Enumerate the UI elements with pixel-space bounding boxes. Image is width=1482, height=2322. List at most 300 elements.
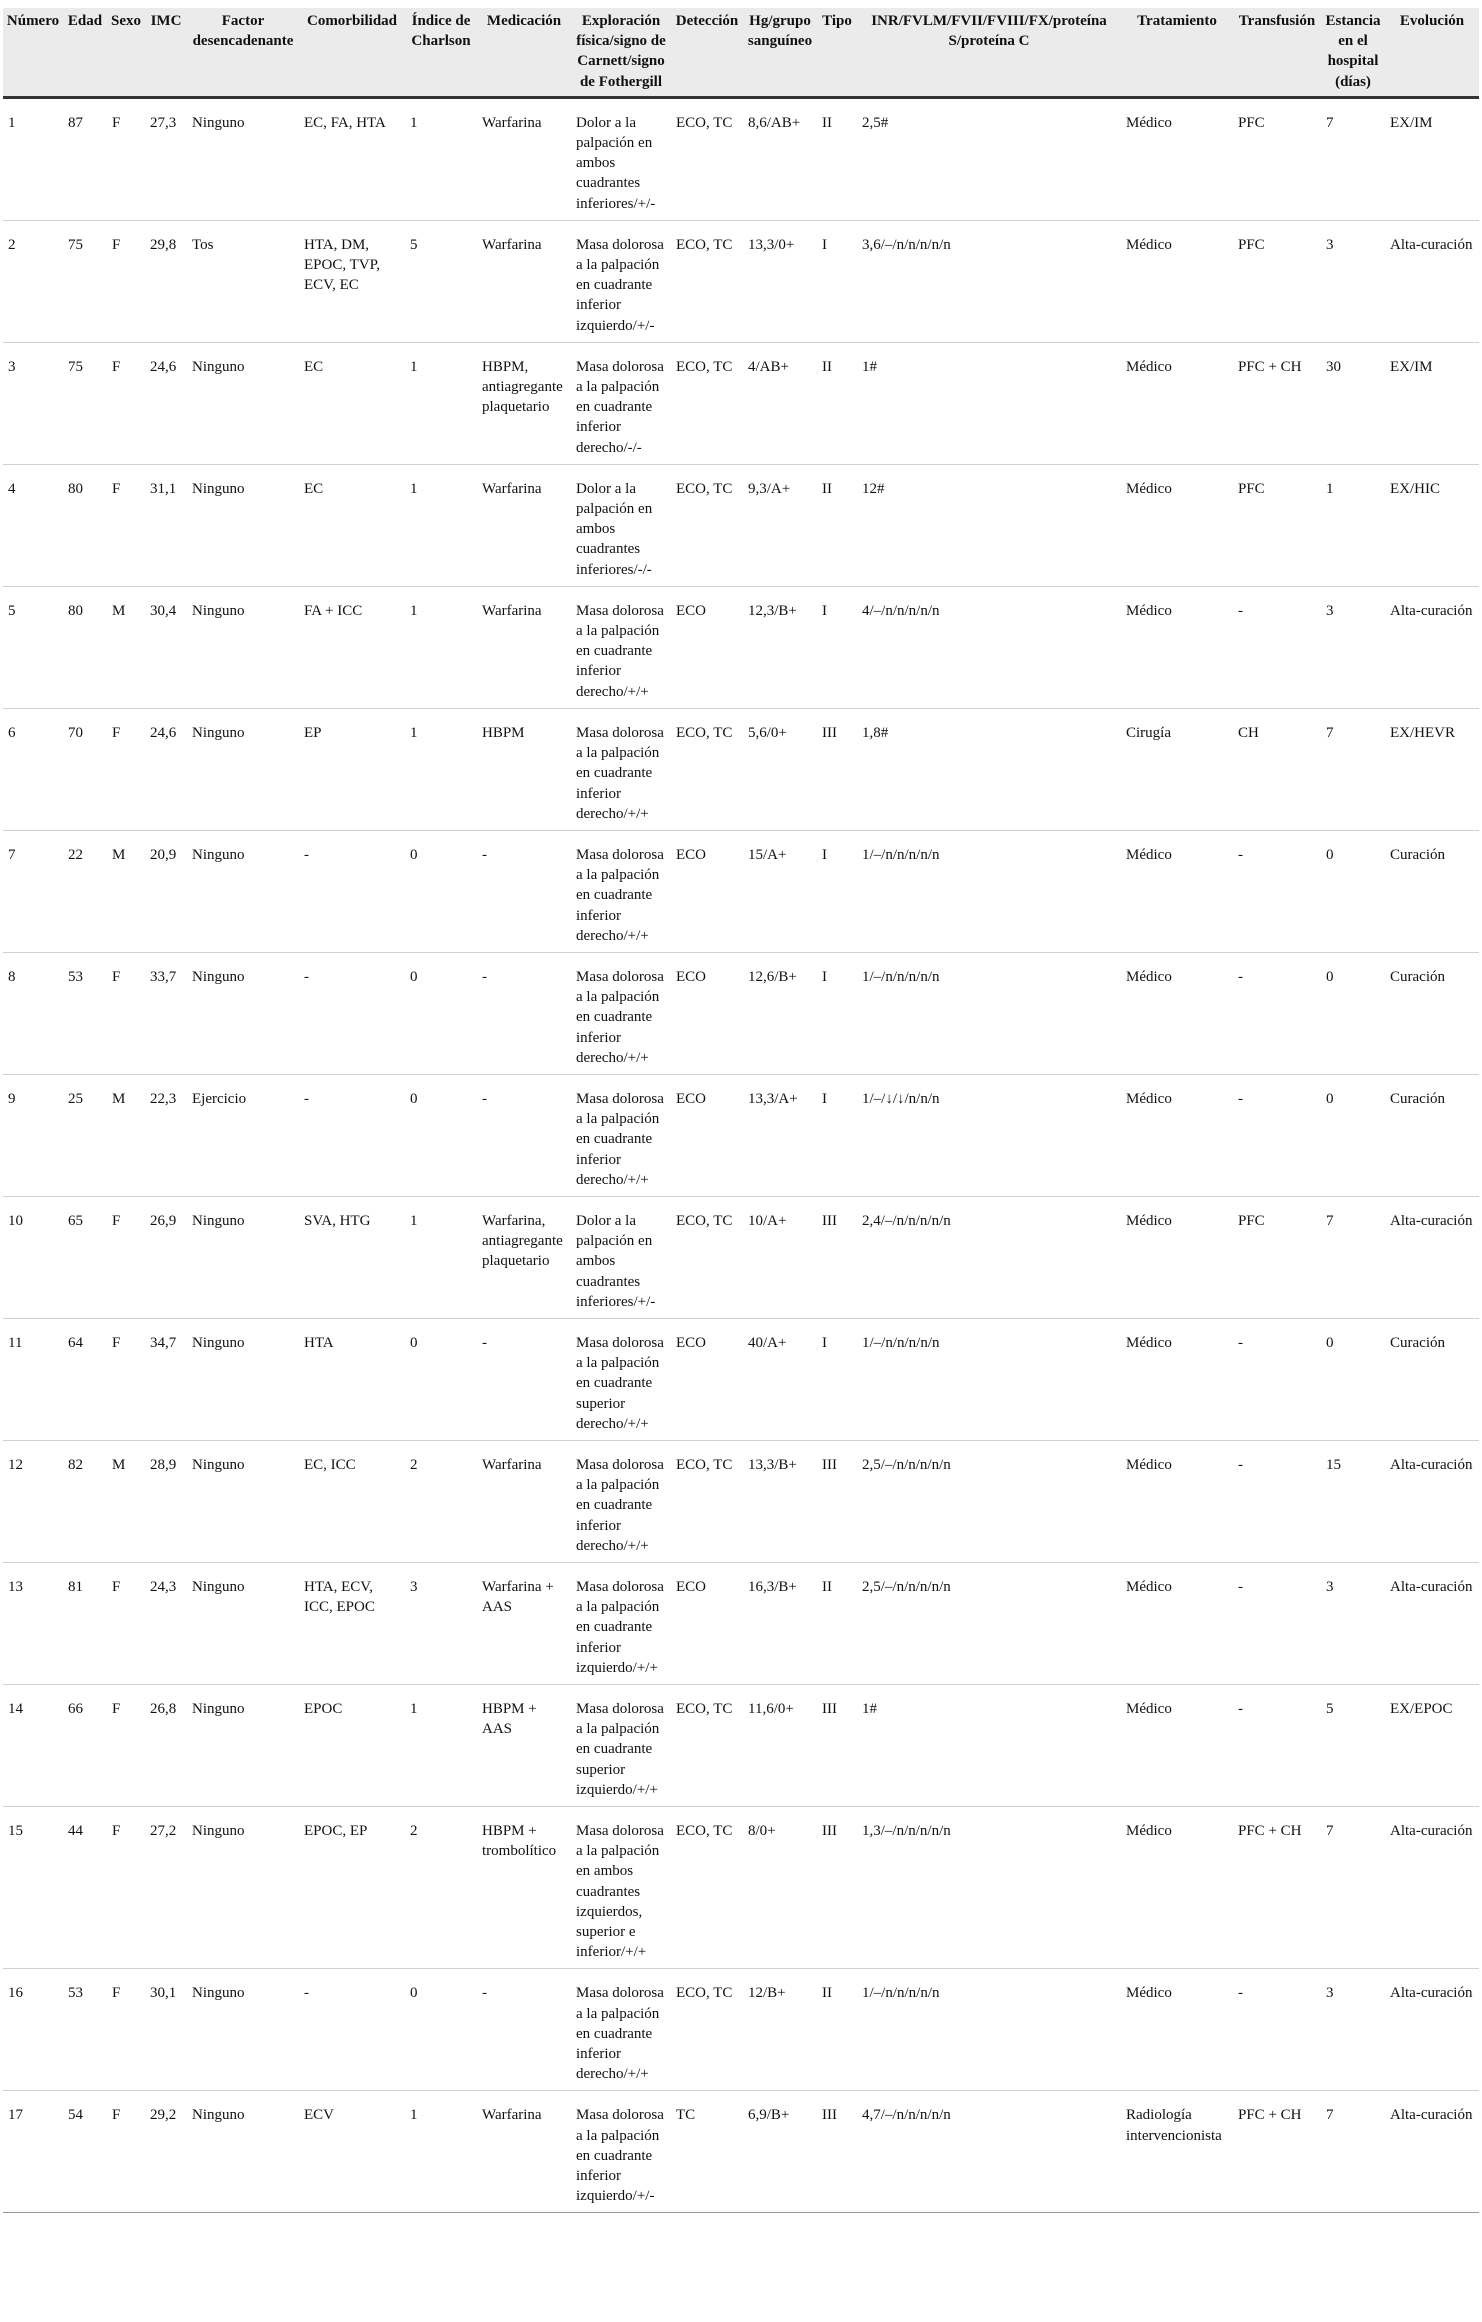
table-row xyxy=(3,1440,1479,1562)
table-cell: Alta-curación xyxy=(1385,2091,1479,2213)
table-cell: EX/IM xyxy=(1385,342,1479,464)
table-cell: 1# xyxy=(857,342,1121,464)
table-cell: Ninguno xyxy=(187,586,299,708)
table-cell: 6 xyxy=(3,708,63,830)
table-cell: Médico xyxy=(1121,1318,1233,1440)
table-cell: ECO, TC xyxy=(671,1196,743,1318)
table-cell: III xyxy=(817,1807,857,1969)
table-cell: I xyxy=(817,586,857,708)
table-cell: 8,6/AB+ xyxy=(743,97,817,220)
table-row xyxy=(3,1807,1479,1969)
table-cell: Dolor a la palpación en ambos cuadrantes inferiores/+/- xyxy=(571,97,671,220)
table-row xyxy=(3,464,1479,586)
table-cell: ECO xyxy=(671,586,743,708)
table-cell: - xyxy=(477,1969,571,2091)
table-cell: 2,5/–/n/n/n/n/n xyxy=(857,1563,1121,1685)
table-cell: 5 xyxy=(1321,1685,1385,1807)
table-cell: III xyxy=(817,1440,857,1562)
table-cell: 3 xyxy=(1321,1969,1385,2091)
table-cell: 15 xyxy=(1321,1440,1385,1562)
table-cell: III xyxy=(817,2091,857,2213)
table-cell: 25 xyxy=(63,1074,107,1196)
table-cell: Masa dolorosa a la palpación en cuadrante inferior derecho/+/+ xyxy=(571,1440,671,1562)
table-cell: - xyxy=(477,1318,571,1440)
header-row xyxy=(3,8,1479,97)
table-cell: 9 xyxy=(3,1074,63,1196)
table-cell: II xyxy=(817,464,857,586)
table-cell: Médico xyxy=(1121,830,1233,952)
table-cell: Médico xyxy=(1121,464,1233,586)
table-cell: Médico xyxy=(1121,1969,1233,2091)
table-cell: PFC + CH xyxy=(1233,1807,1321,1969)
table-cell: ECO xyxy=(671,1074,743,1196)
table-cell: F xyxy=(107,1563,145,1685)
table-cell: 1/–/n/n/n/n/n xyxy=(857,830,1121,952)
table-cell: EPOC, EP xyxy=(299,1807,405,1969)
table-cell: 70 xyxy=(63,708,107,830)
table-cell: M xyxy=(107,1440,145,1562)
table-cell: HTA, ECV, ICC, EPOC xyxy=(299,1563,405,1685)
table-cell: ECO, TC xyxy=(671,464,743,586)
table-row xyxy=(3,952,1479,1074)
table-cell: - xyxy=(1233,952,1321,1074)
table-row xyxy=(3,1685,1479,1807)
table-cell: 7 xyxy=(1321,97,1385,220)
table-cell: ECO xyxy=(671,1318,743,1440)
table-cell: - xyxy=(1233,1074,1321,1196)
table-cell: Alta-curación xyxy=(1385,586,1479,708)
table-cell: II xyxy=(817,342,857,464)
table-cell: 5,6/0+ xyxy=(743,708,817,830)
table-cell: Curación xyxy=(1385,830,1479,952)
column-header: Transfusión xyxy=(1233,8,1321,97)
table-cell: Tos xyxy=(187,220,299,342)
table-cell: Ninguno xyxy=(187,708,299,830)
table-cell: 26,9 xyxy=(145,1196,187,1318)
table-cell: ECO, TC xyxy=(671,1440,743,1562)
table-row xyxy=(3,2091,1479,2213)
table-cell: HBPM xyxy=(477,708,571,830)
table-cell: Alta-curación xyxy=(1385,220,1479,342)
table-cell: Médico xyxy=(1121,1563,1233,1685)
table-cell: 7 xyxy=(1321,1196,1385,1318)
table-cell: CH xyxy=(1233,708,1321,830)
table-cell: 1,8# xyxy=(857,708,1121,830)
table-cell: Ninguno xyxy=(187,1685,299,1807)
table-cell: 30,4 xyxy=(145,586,187,708)
table-cell: 1/–/n/n/n/n/n xyxy=(857,1969,1121,2091)
table-cell: 1 xyxy=(405,342,477,464)
table-cell: Médico xyxy=(1121,1807,1233,1969)
table-cell: 80 xyxy=(63,586,107,708)
table-cell: 1 xyxy=(405,2091,477,2213)
table-cell: 6,9/B+ xyxy=(743,2091,817,2213)
table-cell: EP xyxy=(299,708,405,830)
table-cell: ECO xyxy=(671,952,743,1074)
table-cell: Alta-curación xyxy=(1385,1969,1479,2091)
table-cell: 2,5/–/n/n/n/n/n xyxy=(857,1440,1121,1562)
table-cell: - xyxy=(477,952,571,1074)
table-row xyxy=(3,1969,1479,2091)
table-cell: Curación xyxy=(1385,1074,1479,1196)
table-cell: 27,2 xyxy=(145,1807,187,1969)
table-cell: Ninguno xyxy=(187,464,299,586)
table-cell: 4,7/–/n/n/n/n/n xyxy=(857,2091,1121,2213)
table-cell: 14 xyxy=(3,1685,63,1807)
column-header: Tratamiento xyxy=(1121,8,1233,97)
table-cell: Ninguno xyxy=(187,1440,299,1562)
table-cell: 15 xyxy=(3,1807,63,1969)
table-cell: Curación xyxy=(1385,952,1479,1074)
table-cell: 1 xyxy=(405,586,477,708)
table-cell: F xyxy=(107,464,145,586)
table-cell: 12/B+ xyxy=(743,1969,817,2091)
table-cell: Masa dolorosa a la palpación en cuadrante inferior derecho/+/+ xyxy=(571,1969,671,2091)
table-cell: Dolor a la palpación en ambos cuadrantes inferiores/+/- xyxy=(571,1196,671,1318)
table-cell: I xyxy=(817,952,857,1074)
table-cell: 29,8 xyxy=(145,220,187,342)
table-cell: Warfarina xyxy=(477,586,571,708)
table-cell: Radiología intervencionista xyxy=(1121,2091,1233,2213)
table-row xyxy=(3,1196,1479,1318)
table-cell: 3 xyxy=(1321,220,1385,342)
table-cell: 11,6/0+ xyxy=(743,1685,817,1807)
table-cell: Médico xyxy=(1121,586,1233,708)
table-cell: PFC xyxy=(1233,1196,1321,1318)
table-cell: 0 xyxy=(405,830,477,952)
table-cell: ECO, TC xyxy=(671,1807,743,1969)
table-cell: EPOC xyxy=(299,1685,405,1807)
table-cell: 4 xyxy=(3,464,63,586)
table-cell: 81 xyxy=(63,1563,107,1685)
table-cell: 16 xyxy=(3,1969,63,2091)
table-cell: 29,2 xyxy=(145,2091,187,2213)
table-cell: Ninguno xyxy=(187,952,299,1074)
table-row xyxy=(3,97,1479,220)
table-cell: Warfarina + AAS xyxy=(477,1563,571,1685)
table-cell: - xyxy=(1233,830,1321,952)
table-cell: I xyxy=(817,220,857,342)
table-cell: Ninguno xyxy=(187,2091,299,2213)
table-cell: 13,3/0+ xyxy=(743,220,817,342)
table-cell: I xyxy=(817,1074,857,1196)
table-cell: II xyxy=(817,1563,857,1685)
table-cell: EX/HEVR xyxy=(1385,708,1479,830)
column-header: Índice de Charlson xyxy=(405,8,477,97)
table-cell: Dolor a la palpación en ambos cuadrantes inferiores/-/- xyxy=(571,464,671,586)
table-cell: HTA, DM, EPOC, TVP, ECV, EC xyxy=(299,220,405,342)
table-cell: 30,1 xyxy=(145,1969,187,2091)
table-cell: 2 xyxy=(405,1440,477,1562)
table-row xyxy=(3,830,1479,952)
table-cell: - xyxy=(299,952,405,1074)
column-header: Detección xyxy=(671,8,743,97)
table-cell: 0 xyxy=(405,1074,477,1196)
table-cell: 75 xyxy=(63,220,107,342)
table-cell: 34,7 xyxy=(145,1318,187,1440)
table-cell: 54 xyxy=(63,2091,107,2213)
table-cell: 10 xyxy=(3,1196,63,1318)
table-row xyxy=(3,586,1479,708)
table-cell: Ninguno xyxy=(187,1969,299,2091)
table-cell: 44 xyxy=(63,1807,107,1969)
table-cell: ECO, TC xyxy=(671,97,743,220)
patients-table xyxy=(3,8,1479,2213)
table-cell: Médico xyxy=(1121,1074,1233,1196)
table-cell: FA + ICC xyxy=(299,586,405,708)
table-cell: 13 xyxy=(3,1563,63,1685)
table-cell: Ninguno xyxy=(187,1318,299,1440)
table-cell: Masa dolorosa a la palpación en cuadrante inferior izquierdo/+/- xyxy=(571,220,671,342)
table-cell: - xyxy=(299,1969,405,2091)
table-cell: Masa dolorosa a la palpación en cuadrante inferior derecho/+/+ xyxy=(571,1074,671,1196)
table-cell: 1 xyxy=(1321,464,1385,586)
table-cell: Alta-curación xyxy=(1385,1563,1479,1685)
table-cell: Warfarina xyxy=(477,97,571,220)
table-cell: 8 xyxy=(3,952,63,1074)
table-cell: F xyxy=(107,952,145,1074)
table-cell: - xyxy=(1233,1318,1321,1440)
table-cell: ECO, TC xyxy=(671,1685,743,1807)
table-cell: Médico xyxy=(1121,220,1233,342)
table-cell: Ninguno xyxy=(187,97,299,220)
table-cell: SVA, HTG xyxy=(299,1196,405,1318)
table-cell: 2 xyxy=(405,1807,477,1969)
table-cell: 27,3 xyxy=(145,97,187,220)
table-cell: ECO xyxy=(671,830,743,952)
table-cell: Médico xyxy=(1121,1440,1233,1562)
table-cell: PFC xyxy=(1233,464,1321,586)
table-cell: 11 xyxy=(3,1318,63,1440)
table-cell: Alta-curación xyxy=(1385,1196,1479,1318)
table-cell: 1 xyxy=(405,97,477,220)
table-row xyxy=(3,1074,1479,1196)
table-cell: 65 xyxy=(63,1196,107,1318)
table-cell: Ejercicio xyxy=(187,1074,299,1196)
table-cell: Médico xyxy=(1121,1685,1233,1807)
table-cell: 9,3/A+ xyxy=(743,464,817,586)
table-cell: EC, FA, HTA xyxy=(299,97,405,220)
table-cell: 53 xyxy=(63,952,107,1074)
table-cell: F xyxy=(107,97,145,220)
table-cell: 0 xyxy=(405,1969,477,2091)
table-cell: 1 xyxy=(405,1196,477,1318)
table-cell: 7 xyxy=(1321,708,1385,830)
table-cell: 30 xyxy=(1321,342,1385,464)
table-cell: 13,3/B+ xyxy=(743,1440,817,1562)
table-cell: Masa dolorosa a la palpación en cuadrante inferior derecho/+/+ xyxy=(571,830,671,952)
table-cell: 5 xyxy=(3,586,63,708)
table-row xyxy=(3,1318,1479,1440)
table-cell: Warfarina xyxy=(477,464,571,586)
table-cell: Cirugía xyxy=(1121,708,1233,830)
table-cell: 1/–/n/n/n/n/n xyxy=(857,952,1121,1074)
table-cell: F xyxy=(107,708,145,830)
table-cell: 75 xyxy=(63,342,107,464)
table-cell: EC xyxy=(299,342,405,464)
table-cell: Ninguno xyxy=(187,830,299,952)
table-cell: ECO, TC xyxy=(671,342,743,464)
table-cell: F xyxy=(107,220,145,342)
column-header: Comorbilidad xyxy=(299,8,405,97)
table-cell: 8/0+ xyxy=(743,1807,817,1969)
table-cell: II xyxy=(817,1969,857,2091)
table-cell: F xyxy=(107,1807,145,1969)
table-cell: 7 xyxy=(1321,2091,1385,2213)
table-cell: Médico xyxy=(1121,952,1233,1074)
table-cell: M xyxy=(107,586,145,708)
table-cell: III xyxy=(817,708,857,830)
table-cell: Alta-curación xyxy=(1385,1807,1479,1969)
table-cell: F xyxy=(107,2091,145,2213)
table-cell: Warfarina xyxy=(477,2091,571,2213)
table-cell: 31,1 xyxy=(145,464,187,586)
table-cell: 12,3/B+ xyxy=(743,586,817,708)
table-cell: III xyxy=(817,1685,857,1807)
table-row xyxy=(3,708,1479,830)
table-cell: 20,9 xyxy=(145,830,187,952)
column-header: INR/FVLM/FVII/FVIII/FX/proteína S/proteína C xyxy=(857,8,1121,97)
table-cell: 12 xyxy=(3,1440,63,1562)
table-cell: Masa dolorosa a la palpación en cuadrante inferior izquierdo/+/+ xyxy=(571,1563,671,1685)
column-header: Medicación xyxy=(477,8,571,97)
table-cell: Curación xyxy=(1385,1318,1479,1440)
table-cell: 15/A+ xyxy=(743,830,817,952)
table-cell: HBPM + trombolítico xyxy=(477,1807,571,1969)
table-cell: 3 xyxy=(1321,1563,1385,1685)
table-cell: - xyxy=(1233,586,1321,708)
table-cell: - xyxy=(1233,1440,1321,1562)
table-cell: 33,7 xyxy=(145,952,187,1074)
table-cell: 2,4/–/n/n/n/n/n xyxy=(857,1196,1121,1318)
table-cell: Masa dolorosa a la palpación en cuadrante inferior derecho/-/- xyxy=(571,342,671,464)
table-cell: TC xyxy=(671,2091,743,2213)
column-header: Exploración física/signo de Carnett/signo de Fothergill xyxy=(571,8,671,97)
table-cell: 0 xyxy=(1321,830,1385,952)
table-cell: I xyxy=(817,830,857,952)
table-cell: 0 xyxy=(405,952,477,1074)
table-cell: - xyxy=(1233,1563,1321,1685)
table-cell: 22 xyxy=(63,830,107,952)
table-cell: Ninguno xyxy=(187,1807,299,1969)
table-cell: - xyxy=(1233,1685,1321,1807)
column-header: Sexo xyxy=(107,8,145,97)
table-cell: Alta-curación xyxy=(1385,1440,1479,1562)
table-cell: ECO, TC xyxy=(671,220,743,342)
table-cell: F xyxy=(107,342,145,464)
table-cell: HBPM + AAS xyxy=(477,1685,571,1807)
table-cell: Masa dolorosa a la palpación en cuadrante inferior derecho/+/+ xyxy=(571,586,671,708)
table-cell: 0 xyxy=(405,1318,477,1440)
table-cell: 24,6 xyxy=(145,342,187,464)
table-cell: 13,3/A+ xyxy=(743,1074,817,1196)
table-cell: - xyxy=(299,1074,405,1196)
table-cell: EC xyxy=(299,464,405,586)
table-body xyxy=(3,97,1479,2213)
column-header: Factor desencadenante xyxy=(187,8,299,97)
table-cell: Médico xyxy=(1121,342,1233,464)
table-cell: M xyxy=(107,1074,145,1196)
table-cell: Warfarina, antiagregante plaquetario xyxy=(477,1196,571,1318)
table-row xyxy=(3,220,1479,342)
column-header: Evolución xyxy=(1385,8,1479,97)
table-cell: 0 xyxy=(1321,1318,1385,1440)
table-cell: Masa dolorosa a la palpación en cuadrante inferior izquierdo/+/- xyxy=(571,2091,671,2213)
table-cell: EX/IM xyxy=(1385,97,1479,220)
table-cell: Médico xyxy=(1121,1196,1233,1318)
table-cell: 0 xyxy=(1321,1074,1385,1196)
table-cell: F xyxy=(107,1685,145,1807)
table-cell: 1 xyxy=(405,708,477,830)
table-cell: 82 xyxy=(63,1440,107,1562)
table-cell: 16,3/B+ xyxy=(743,1563,817,1685)
table-cell: - xyxy=(1233,1969,1321,2091)
column-header: Hg/grupo sanguíneo xyxy=(743,8,817,97)
table-cell: 1# xyxy=(857,1685,1121,1807)
table-cell: 3 xyxy=(1321,586,1385,708)
table-cell: ECO, TC xyxy=(671,708,743,830)
table-cell: - xyxy=(477,1074,571,1196)
table-cell: Masa dolorosa a la palpación en cuadrante inferior derecho/+/+ xyxy=(571,952,671,1074)
table-cell: 87 xyxy=(63,97,107,220)
table-cell: 53 xyxy=(63,1969,107,2091)
table-cell: F xyxy=(107,1318,145,1440)
table-cell: 1 xyxy=(405,1685,477,1807)
table-cell: 24,6 xyxy=(145,708,187,830)
table-cell: 40/A+ xyxy=(743,1318,817,1440)
table-cell: 7 xyxy=(1321,1807,1385,1969)
table-cell: 17 xyxy=(3,2091,63,2213)
table-cell: 3,6/–/n/n/n/n/n xyxy=(857,220,1121,342)
table-cell: PFC xyxy=(1233,220,1321,342)
table-cell: Masa dolorosa a la palpación en cuadrante superior derecho/+/+ xyxy=(571,1318,671,1440)
table-cell: 10/A+ xyxy=(743,1196,817,1318)
column-header: Número xyxy=(3,8,63,97)
table-cell: 2,5# xyxy=(857,97,1121,220)
table-cell: M xyxy=(107,830,145,952)
table-cell: 1 xyxy=(3,97,63,220)
table-cell: 80 xyxy=(63,464,107,586)
table-cell: PFC xyxy=(1233,97,1321,220)
table-cell: 1,3/–/n/n/n/n/n xyxy=(857,1807,1121,1969)
table-cell: Masa dolorosa a la palpación en ambos cuadrantes izquierdos, superior e inferior/+/+ xyxy=(571,1807,671,1969)
table-cell: Ninguno xyxy=(187,342,299,464)
table-cell: 7 xyxy=(3,830,63,952)
table-cell: 12# xyxy=(857,464,1121,586)
table-cell: 1/–/↓/↓/n/n/n xyxy=(857,1074,1121,1196)
column-header: IMC xyxy=(145,8,187,97)
table-row xyxy=(3,342,1479,464)
table-cell: EX/HIC xyxy=(1385,464,1479,586)
table-cell: 3 xyxy=(405,1563,477,1685)
table-cell: PFC + CH xyxy=(1233,2091,1321,2213)
column-header: Tipo xyxy=(817,8,857,97)
table-cell: 1/–/n/n/n/n/n xyxy=(857,1318,1121,1440)
table-cell: ECO, TC xyxy=(671,1969,743,2091)
table-cell: 28,9 xyxy=(145,1440,187,1562)
table-cell: II xyxy=(817,97,857,220)
table-cell: Masa dolorosa a la palpación en cuadrante inferior derecho/+/+ xyxy=(571,708,671,830)
table-cell: 5 xyxy=(405,220,477,342)
table-cell: PFC + CH xyxy=(1233,342,1321,464)
table-cell: - xyxy=(477,830,571,952)
table-cell: F xyxy=(107,1969,145,2091)
table-cell: Ninguno xyxy=(187,1563,299,1685)
table-cell: 22,3 xyxy=(145,1074,187,1196)
table-cell: 4/AB+ xyxy=(743,342,817,464)
table-cell: EX/EPOC xyxy=(1385,1685,1479,1807)
table-cell: EC, ICC xyxy=(299,1440,405,1562)
